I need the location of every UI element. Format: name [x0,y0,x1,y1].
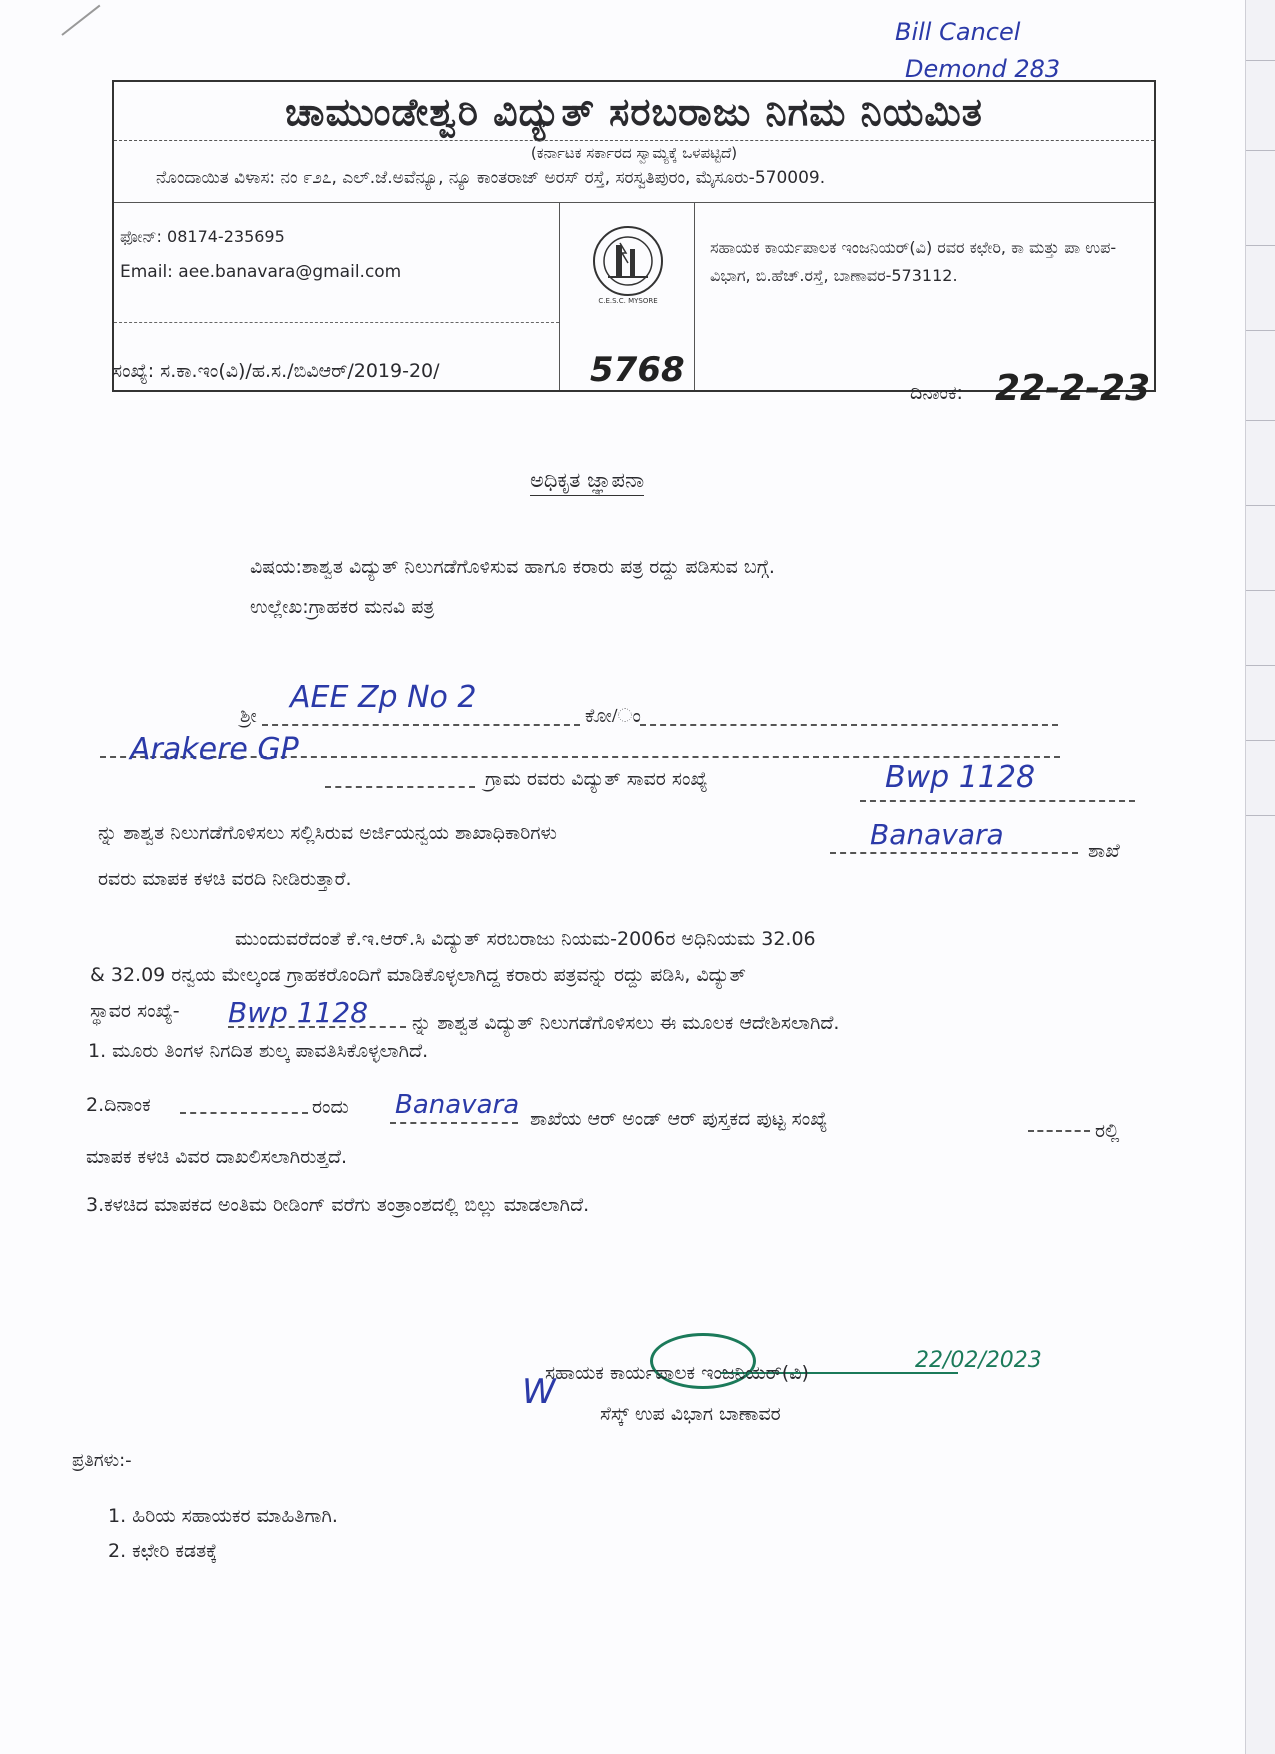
consumer-name: AEE Zp No 2 [290,680,477,715]
item-1: 1. ಮೂರು ತಿಂಗಳ ನಿಗದಿತ ಶುಲ್ಕ ಪಾವತಿಸಿಕೊಳ್ಳಲಾಗಿದೆ. [88,1040,429,1062]
office-address: ಸಹಾಯಕ ಕಾರ್ಯಪಾಲಕ ಇಂಜನಿಯರ್(ವಿ) ರವರ ಕಛೇರಿ, ಕಾ ಮತ್ತು ಪಾ ಉಪ-ವಿಭಾಗ, ಬಿ.ಹೆಚ್.ರಸ್ತೆ, ಬಾಣಾವರ-573112. [710,238,1117,285]
organization-name: ಚಾಮುಂಡೇಶ್ವರಿ ವಿದ್ಯುತ್ ಸರಬರಾಜು ನಿಗಮ ನಿಯಮಿತ [285,90,983,134]
item-2-mid: ರಂದು [312,1096,349,1118]
organization-subtitle: (ಕರ್ನಾಟಕ ಸರ್ಕಾರದ ಸ್ವಾಮ್ಯಕ್ಕೆ ಒಳಪಟ್ಟಿದೆ) [530,144,738,162]
svg-text:C.E.S.C. MYSORE: C.E.S.C. MYSORE [598,297,658,305]
signature-date: 22/02/2023 [915,1348,1042,1373]
signatory-designation: ಸಹಾಯಕ ಕಾರ್ಯಪಾಲಕ ಇಂಜನಿಯರ್(ವಿ) [545,1362,809,1384]
phone-number: ಫೋನ್: 08174-235695 [120,227,285,246]
date-handwritten: 22-2-23 [995,368,1151,409]
initials-mark: W [522,1372,556,1412]
body-line4-text: ರವರು ಮಾಪಕ ಕಳಚಿ ವರದಿ ನೀಡಿರುತ್ತಾರೆ. [98,868,352,890]
copies-label: ಪ್ರತಿಗಳು:- [72,1450,132,1471]
body-line2-text: ಗ್ರಾಮ ರವರು ವಿದ್ಯುತ್ ಸಾವರ ಸಂಖ್ಯೆ [485,768,708,790]
para2-line1: ಮುಂದುವರೆದಂತೆ ಕೆ.ಇ.ಆರ್.ಸಿ ವಿದ್ಯುತ್ ಸರಬರಾಜು ನಿಯಮ-2006ರ ಅಧಿನಿಯಮ 32.06 [235,928,816,950]
branch-name: Banavara [870,818,1004,851]
item-2-start: 2.ದಿನಾಂಕ [86,1094,151,1116]
date-label: ದಿನಾಂಕ: [910,382,963,404]
item-2-line2: ಮಾಪಕ ಕಳಚಿ ವಿವರ ದಾಖಲಿಸಲಾಗಿರುತ್ತದೆ. [86,1146,348,1168]
reference-line: ಉಲ್ಲೇಖ:ಗ್ರಾಹಕರ ಮನವಿ ಪತ್ರ [250,596,435,618]
registered-address: ನೊಂದಾಯಿತ ವಿಳಾಸ: ನಂ ೯೨೭, ಎಲ್.ಜೆ.ಅವೆನ್ಯೂ, ನ್ಯೂ ಕಾಂತರಾಜ್ ಅರಸ್ ರಸ್ತೆ, ಸರಸ್ವತಿಪುರಂ, ಮೈಸೂರು-570009. [156,168,826,188]
shri-label: ಶ್ರೀ [240,705,257,727]
item-2-end2: ರಲ್ಲಿ [1095,1120,1120,1142]
item-2-end: ಶಾಖೆಯ ಆರ್ ಅಂಡ್ ಆರ್ ಪುಸ್ತಕದ ಪುಟ್ಟ ಸಂಖ್ಯೆ [530,1108,828,1130]
reference-number-label: ಸಂಖ್ಯೆ: ಸ.ಕಾ.ಇಂ(ವಿ)/ಹ.ಸ./ಬಿವಿಆರ್/2019-20/ [112,360,440,382]
item-2-branch: Banavara [395,1090,520,1120]
rr-number: Bwp 1128 [885,760,1036,795]
adjacent-page-edge [1245,0,1275,1754]
subject-line: ವಿಷಯ:ಶಾಶ್ವತ ವಿದ್ಯುತ್ ನಿಲುಗಡೆಗೊಳಿಸುವ ಹಾಗೂ ಕರಾರು ಪತ್ರ ರದ್ದು ಪಡಿಸುವ ಬಗ್ಗೆ. [250,556,775,578]
email-address: Email: aee.banavara@gmail.com [120,262,402,282]
para2-line3-start: ಸ್ಥಾವರ ಸಂಖ್ಯೆ- [90,1000,180,1022]
body-line3-text: ನ್ನು ಶಾಶ್ವತ ನಿಲುಗಡೆಗೊಳಿಸಲು ಸಲ್ಲಿಸಿರುವ ಅರ್ಜಿಯನ್ವಯ ಶಾಖಾಧಿಕಾರಿಗಳು [98,822,557,844]
copy-item-2: 2. ಕಛೇರಿ ಕಡತಕ್ಕೆ [108,1540,218,1562]
village-name: Arakere GP [130,732,299,767]
handwritten-note-line2: Demond 283 [905,55,1061,83]
memo-title: ಅಧಿಕೃತ ಜ್ಞಾಪನಾ [530,468,644,496]
handwritten-note-line1: Bill Cancel [895,18,1021,46]
item-3: 3.ಕಳಚಿದ ಮಾಪಕದ ಅಂತಿಮ ರೀಡಿಂಗ್ ವರೆಗು ತಂತ್ರಾಂಶದಲ್ಲಿ ಬಿಲ್ಲು ಮಾಡಲಾಗಿದೆ. [86,1194,590,1216]
reference-number-handwritten: 5768 [590,350,685,390]
co-label: ಕೋ/ಂ [585,705,641,727]
para2-line3-end: ನ್ನು ಶಾಶ್ವತ ವಿದ್ಯುತ್ ನಿಲುಗಡೆಗೊಳಿಸಲು ಈ ಮೂಲಕ ಆದೇಶಿಸಲಾಗಿದೆ. [412,1012,840,1034]
rr-number-2: Bwp 1128 [228,996,369,1029]
para2-line2: & 32.09 ರನ್ವಯ ಮೇಲ್ಕಂಡ ಗ್ರಾಹಕರೊಂದಿಗೆ ಮಾಡಿಕೊಳ್ಳಲಾಗಿದ್ದ ಕರಾರು ಪತ್ರವನ್ನು ರದ್ದು ಪಡಿಸಿ, ವಿದ್ಯುತ್ [90,964,746,986]
copy-item-1: 1. ಹಿರಿಯ ಸಹಾಯಕರ ಮಾಹಿತಿಗಾಗಿ. [108,1505,338,1527]
cesc-logo-icon [586,219,670,309]
body-line3-end: ಶಾಖೆ [1088,840,1120,862]
letterhead [112,80,1156,392]
signatory-office: ಸೆಸ್ಕ್ ಉಪ ವಿಭಾಗ ಬಾಣಾವರ [600,1403,781,1425]
